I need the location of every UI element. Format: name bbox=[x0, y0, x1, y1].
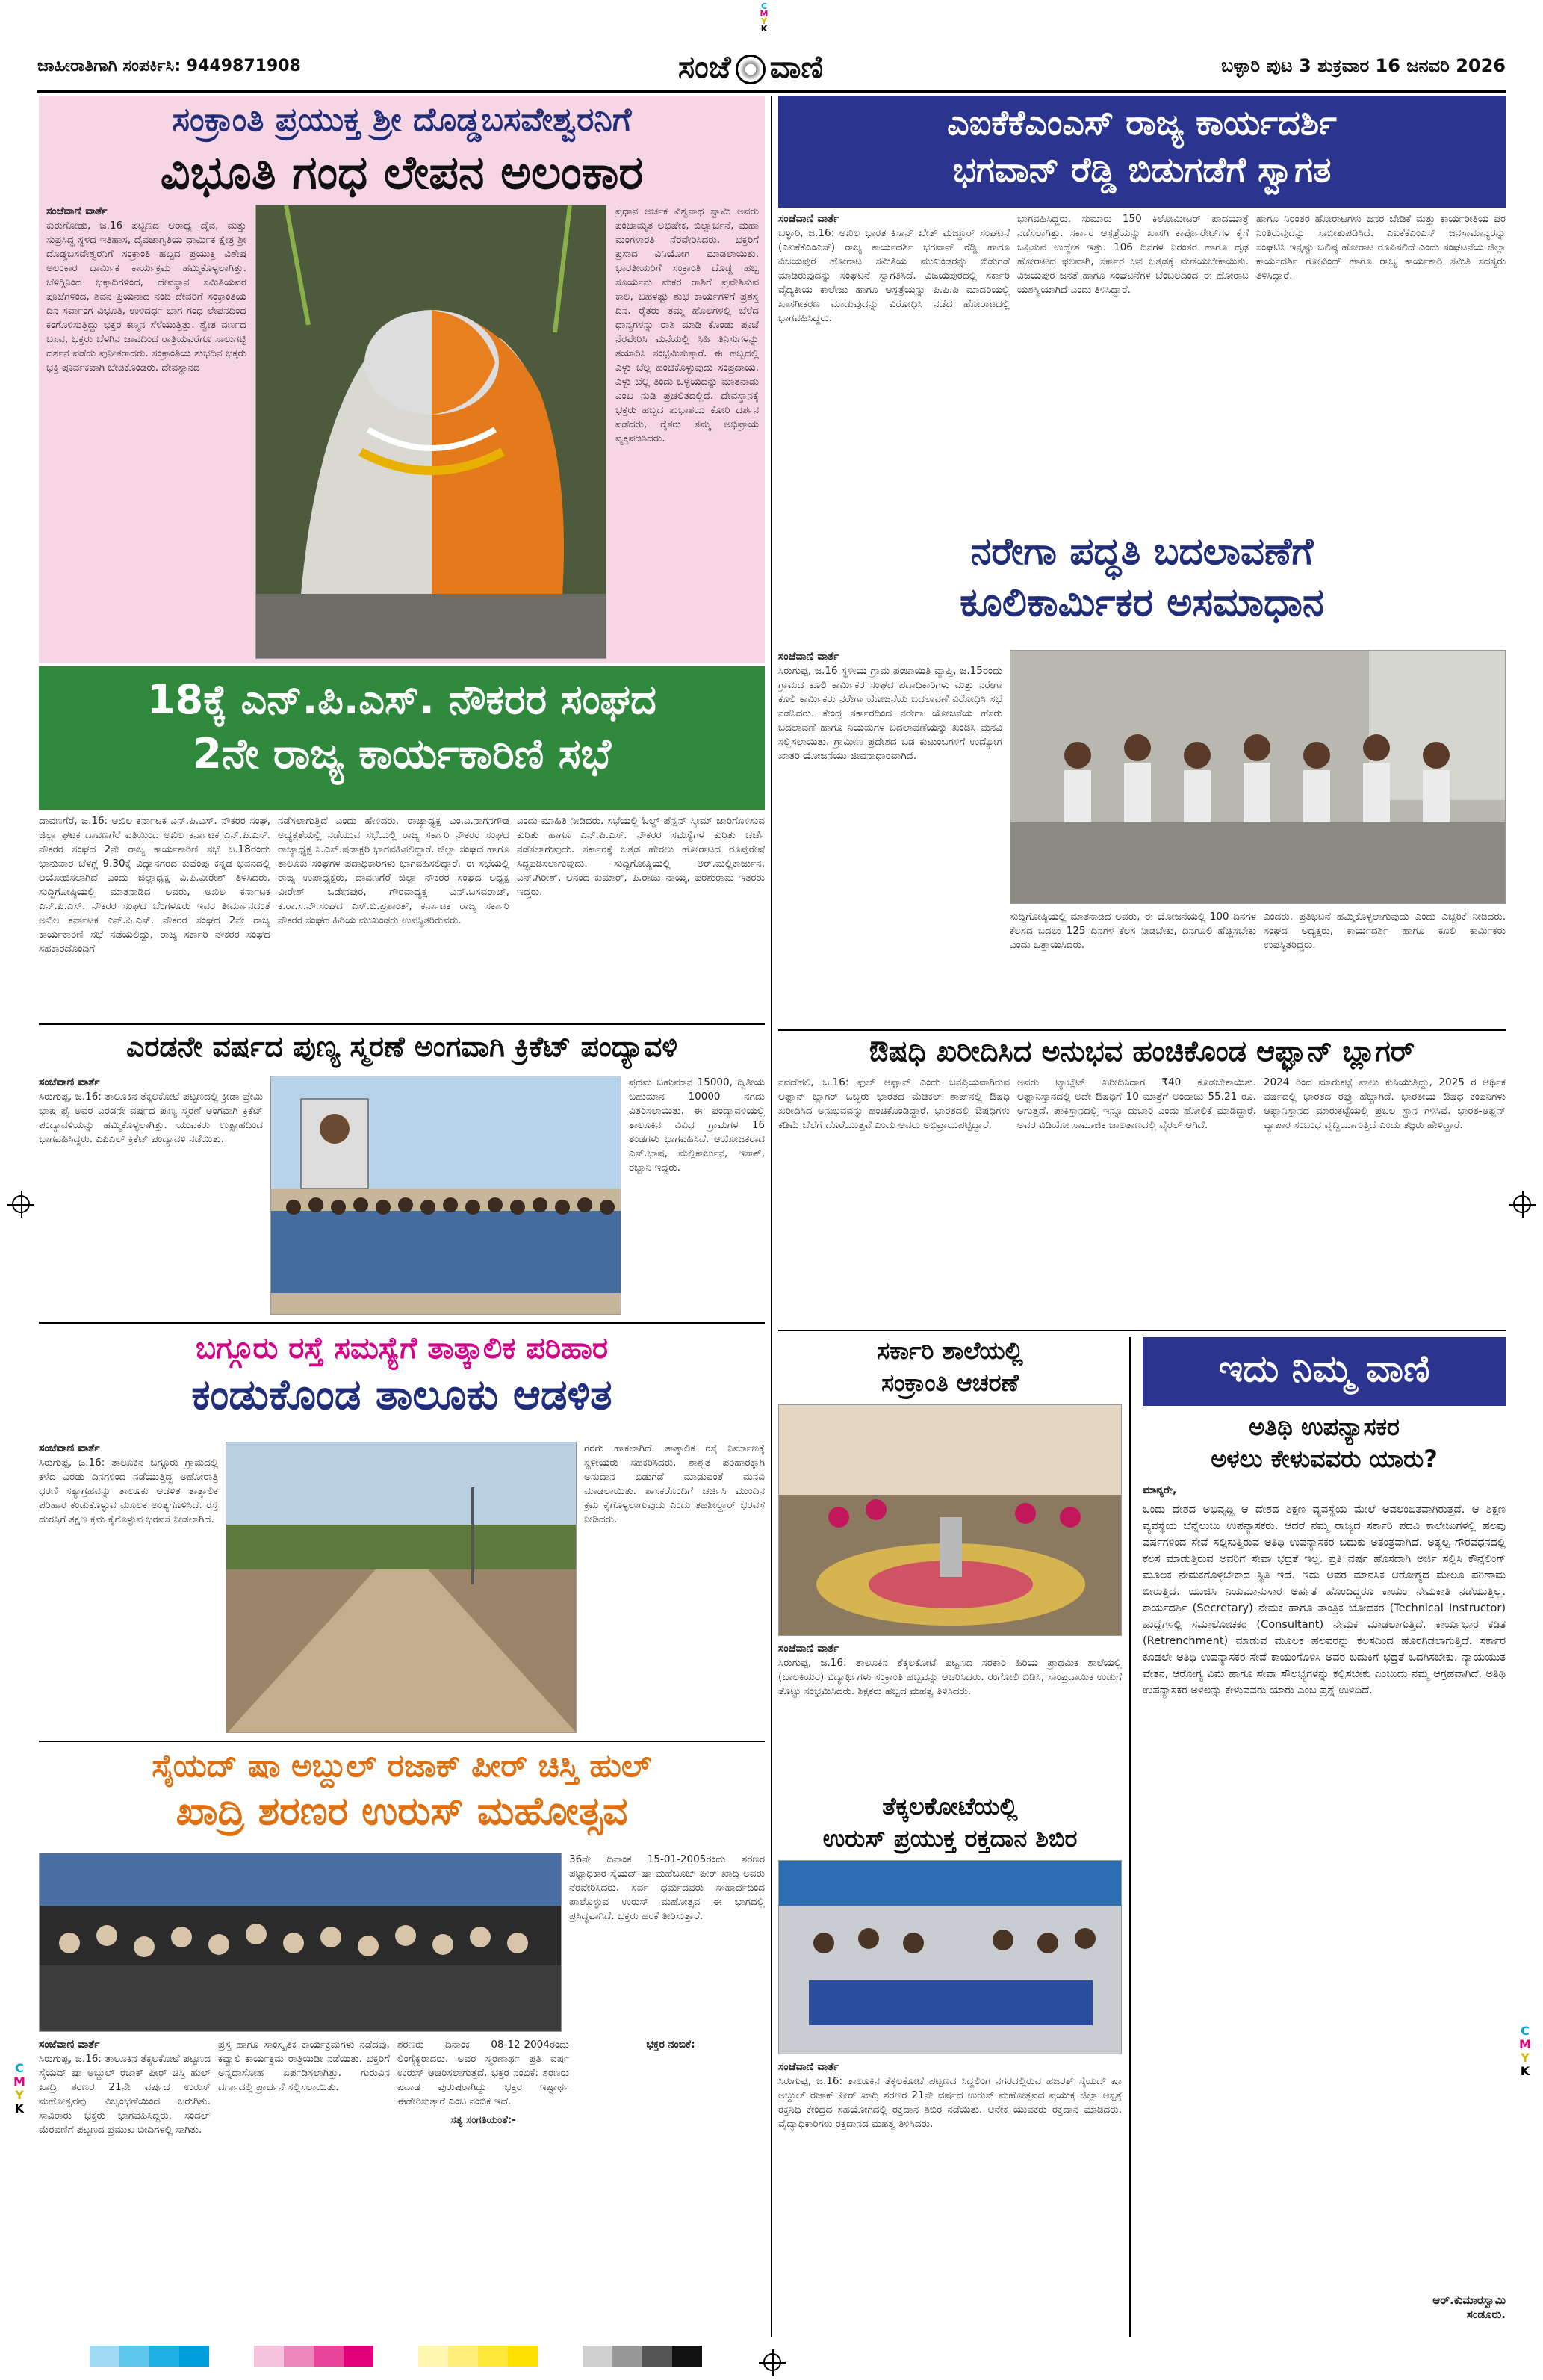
registration-mark bbox=[1513, 1195, 1531, 1213]
story-headline: ಸಂಕ್ರಾಂತಿ ಪ್ರಯುಕ್ತ ಶ್ರೀ ದೊಡ್ಡಬಸವೇಶ್ವರನಿಗೆ ವಿಭೂತಿ ಗಂಧ ಲೇಪನ ಅಲಂಕಾರ bbox=[160, 101, 644, 199]
globe-icon bbox=[736, 55, 766, 84]
urus-col4: ಭಕ್ತರ ನಂಬಿಕೆ: bbox=[646, 2039, 695, 2051]
column-rule bbox=[1129, 1337, 1131, 2337]
nps-col2: ನಡೆಸಲಾಗುತ್ತಿದೆ ಎಂದು ಹೇಳಿದರು. ರಾಜ್ಯಾಧ್ಯಕ್ಷ ಎಂ.ಎ.ನಾಗನಗೌಡ ಅಧ್ಯಕ್ಷತೆಯಲ್ಲಿ ನಡೆಯುವ ಸಭೆಯಲ್ಲಿ ರಾಜ್ಯ ಸರ್ಕಾರಿ ನೌಕರರ ಸಂಘದ ರಾಜ್ಯಾಧ್ಯಕ್ಷ ಸಿ.ಎಸ್.ಷಡಾಕ್ಷರಿ ಭಾಗವಹಿಸಲಿದ್ದಾರೆ. ಜಿಲ್ಲಾ ಸಂಘದ ಹಾಗೂ ತಾಲೂಕು ಸಂಘಗಳ ಪದಾಧಿಕಾರಿಗಳು ಭಾಗವಹಿಸಲಿದ್ದಾರೆ. ಈ ಸಭೆಯಲ್ಲಿ ರಾಜ್ಯ ಉಪಾಧ್ಯಕ್ಷರು, ದಾವಣಗೆರೆ ಜಿಲ್ಲಾ ನೌಕರರ ಸಂಘದ ಅಧ್ಯಕ್ಷ ವೀರೇಶ್ ಒಡೇನಪುರ, ಗೌರವಾಧ್ಯಕ್ಷ ಎನ್.ಬಸವರಾಜ್, ಕ.ರಾ.ಸ.ನೌ.ಸಂಘದ ಎಸ್.ಬಿ.ಪ್ರಶಾಂತ್, ಕರ್ನಾಟಕ ರಾಜ್ಯ ಸರ್ಕಾರಿ ನೌಕರರ ಸಂಘದ ಹಿರಿಯ ಮುಖಂಡರು ಉಪಸ್ಥಿತರಿರುವರು. bbox=[278, 815, 509, 926]
urus-col3: ಶರಣರು ದಿನಾಂಕ 08-12-2004ರಂದು ಲಿಂಗೈಕ್ಯರಾದರು. ಅವರ ಸ್ಮರಣಾರ್ಥ ಪ್ರತಿ ವರ್ಷ ಉರುಸ್ ಆಚರಿಸಲಾಗುತ್ತದೆ. ಭಕ್ತರ ನಂಬಿಕೆ: ಶರಣರು ಪವಾಡ ಪುರುಷರಾಗಿದ್ದು ಭಕ್ತರ ಇಷ್ಟಾರ್ಥ ಈಡೇರಿಸುತ್ತಾರೆ ಎಂಬ ನಂಬಿಕೆ ಇದೆ. ಸತ್ಯ ಸಂಗತಿಯಂತೆ:- bbox=[397, 2039, 569, 2126]
divider bbox=[778, 1029, 1506, 1031]
road-col2: ಗರಗು ಹಾಕಲಾಗಿದೆ. ತಾತ್ಕಾಲಿಕ ರಸ್ತೆ ನಿರ್ಮಾಣಕ್ಕೆ ಸ್ಥಳೀಯರು ಸಹಕರಿಸಿದರು. ಶಾಶ್ವತ ಪರಿಹಾರಕ್ಕಾಗಿ ಅನುದಾನ ಬಿಡುಗಡೆ ಮಾಡುವಂತೆ ಮನವಿ ಮಾಡಲಾಯಿತು. ಶಾಸಕರೊಂದಿಗೆ ಚರ್ಚಿಸಿ ಮುಂದಿನ ಕ್ರಮ ಕೈಗೊಳ್ಳಲಾಗುವುದು ಎಂದು ತಹಶೀಲ್ದಾರ್ ಭರವಸೆ ನೀಡಿದರು. bbox=[584, 1442, 765, 1525]
aikkms-col1: ಸಂಜೆವಾಣಿ ವಾರ್ತೆ ಬಳ್ಳಾರಿ, ಜ.16: ಅಖಿಲ ಭಾರತ ಕಿಸಾನ್ ಖೇತ್ ಮಜ್ದೂರ್ ಸಂಘಟನೆ (ಎಐಕೆಕೆಎಂಎಸ್) ರಾಜ್ಯ ಕಾರ್ಯದರ್ಶಿ ಭಗವಾನ್ ರೆಡ್ಡಿ ಹಾಗೂ ವಿಜಯಪುರ ಹೋರಾಟ ಸಮಿತಿಯ ಮುಖಂಡರನ್ನು ಬಿಡುಗಡೆ ಮಾಡಿರುವುದನ್ನು ಸಂಘಟನೆ ಸ್ವಾಗತಿಸಿದೆ. ವಿಜಯಪುರದಲ್ಲಿ ಸರ್ಕಾರಿ ವೈದ್ಯಕೀಯ ಕಾಲೇಜು ಹಾಗೂ ಆಸ್ಪತ್ರೆಯನ್ನು ಪಿ.ಪಿ.ಪಿ ಮಾದರಿಯಲ್ಲಿ ಖಾಸಗೀಕರಣ ಮಾಡುವುದನ್ನು ವಿರೋಧಿಸಿ ನಡೆದ ಹೋರಾಟದಲ್ಲಿ ಭಾಗವಹಿಸಿದ್ದರು. bbox=[778, 213, 1010, 324]
cmyk-side-right: C M Y K bbox=[1519, 2024, 1531, 2078]
story-body-col1: ಸಂಜೆವಾಣಿ ವಾರ್ತೆ ಕುರುಗೋಡು, ಜ.16 ಪಟ್ಟಣದ ಆರಾಧ್ಯ ದೈವ, ಮತ್ತು ಸುಪ್ರಸಿದ್ಧ ಸ್ಥಳದ ಇತಿಹಾಸ, ದೈವಜಾಗೃತಿಯ ಧಾರ್ಮಿಕ ಕ್ಷೇತ್ರ ಶ್ರೀ ದೊಡ್ಡಬಸವೇಶ್ವರನಿಗೆ ಸಂಕ್ರಾಂತಿ ಹಬ್ಬದ ಪ್ರಯುಕ್ತ ವಿಶೇಷ ಅಲಂಕಾರ ಧಾರ್ಮಿಕ ಕಾರ್ಯಕ್ರಮ ಹಮ್ಮಿಕೊಳ್ಳಲಾಗಿತ್ತು. ಬೆಳಿಗ್ಗಿನಿಂದ ಭಕ್ತಾದಿಗಳಿಂದ, ದೇವಸ್ಥಾನ ಸಮಿತಿಯವರ ಪೂಜೆಗಳಿಂದ, ಶಿವನ ಪ್ರಿಯನಾದ ನಂದಿ ದೇವರಿಗೆ ಸಂಕ್ರಾಂತಿಯ ದಿನ ಸರ್ವಾಂಗ ವಿಭೂತಿ, ಉಳಿದರ್ಧ ಭಾಗ ಗಂಧ ಲೇಪನದಿಂದ ಕಂಗೊಳಿಸುತ್ತಿದ್ದು ಭಕ್ತರ ಕಣ್ಮನ ಸೆಳೆಯುತ್ತಿತ್ತು. ಶ್ವೇತ ವರ್ಣದ ಬಸವ, ಭಕ್ತರು ಬೆಳಗಿನ ಜಾವದಿಂದ ರಾತ್ರಿಯವರೆಗೂ ಸಾಲುಗಟ್ಟಿ ದರ್ಶನ ಪಡೆದು ಪುನೀತರಾದರು. ಸಂಕ್ರಾಂತಿಯ ಶುಭದಿನ ಭಕ್ತರು ಭಕ್ತಿ ಪೂರ್ವಕವಾಗಿ ಬೇಡಿಕೊಂಡರು. ದೇವಸ್ಥಾನದ bbox=[46, 205, 246, 374]
aikkms-headline-band: ಎಐಕೆಕೆಎಂಎಸ್ ರಾಜ್ಯ ಕಾರ್ಯದರ್ಶಿ ಭಗವಾನ್ ರೆಡ್ಡಿ ಬಿಡುಗಡೆಗೆ ಸ್ವಾಗತ bbox=[778, 96, 1506, 208]
nrega-workers-photo bbox=[1010, 650, 1506, 904]
blood-donation-photo bbox=[778, 1860, 1122, 2054]
nrega-col3: ಎಂದರು. ಪ್ರತಿಭಟನೆ ಹಮ್ಮಿಕೊಳ್ಳಲಾಗುವುದು ಎಂದು ಎಚ್ಚರಿಕೆ ನೀಡಿದರು. ಸಂಘದ ಅಧ್ಯಕ್ಷರು, ಕಾರ್ಯದರ್ಶಿ ಹಾಗೂ ಕೂಲಿ ಕಾರ್ಮಿಕರು ಉಪಸ್ಥಿತರಿದ್ದರು. bbox=[1264, 911, 1506, 951]
road-col1: ಸಂಜೆವಾಣಿ ವಾರ್ತೆ ಸಿರುಗುಪ್ಪ, ಜ.16: ತಾಲೂಕಿನ ಬಗ್ಗೂರು ಗ್ರಾಮದಲ್ಲಿ ಕಳೆದ ಎರಡು ದಿನಗಳಿಂದ ನಡೆಯುತ್ತಿದ್ದ ಅಹೋರಾತ್ರಿ ಧರಣಿ ಸತ್ಯಾಗ್ರಹವನ್ನು ತಾಲೂಕು ಆಡಳಿತ ತಾತ್ಕಾಲಿಕ ಪರಿಹಾರ ಕಂಡುಕೊಳ್ಳುವ ಮೂಲಕ ಅಂತ್ಯಗೊಳಿಸಿದೆ. ರಸ್ತೆ ದುರಸ್ತಿಗೆ ತಕ್ಷಣ ಕ್ರಮ ಕೈಗೊಳ್ಳುವ ಭರವಸೆ ನೀಡಲಾಗಿದೆ. bbox=[39, 1442, 218, 1525]
cricket-team-photo bbox=[270, 1076, 621, 1315]
cricket-col2: ಪ್ರಥಮ ಬಹುಮಾನ 15000, ದ್ವಿತೀಯ ಬಹುಮಾನ 10000 ನಗದು ವಿತರಿಸಲಾಯಿತು. ಈ ಪಂದ್ಯಾವಳಿಯಲ್ಲಿ ತಾಲೂಕಿನ ವಿವಿಧ ಗ್ರಾಮಗಳ 16 ತಂಡಗಳು ಭಾಗವಹಿಸಿವೆ. ಆಯೋಜಕರಾದ ಎಸ್.ಭಾಷ, ಮಲ್ಲಿಕಾರ್ಜುನ, ಇಸಾಕ್, ರಬ್ಬಾನಿ ಇದ್ದರು. bbox=[629, 1076, 765, 1174]
nps-col3: ಎಂದು ಮಾಹಿತಿ ನೀಡಿದರು. ಸಭೆಯಲ್ಲಿ ಓಲ್ಡ್ ಪೆನ್ಷನ್ ಸ್ಕೀಮ್ ಜಾರಿಗೊಳಿಸುವ ಕುರಿತು ಹಾಗೂ ಎನ್.ಪಿ.ಎಸ್. ನೌಕರರ ಸಮಸ್ಯೆಗಳ ಕುರಿತು ಚರ್ಚೆ ನಡೆಸಲಾಗುವುದು. ಸರ್ಕಾರಕ್ಕೆ ಒತ್ತಡ ಹೇರಲು ಹೋರಾಟದ ರೂಪುರೇಷೆ ಸಿದ್ಧಪಡಿಸಲಾಗುವುದು. ಸುದ್ದಿಗೋಷ್ಠಿಯಲ್ಲಿ ಆರ್.ಮಲ್ಲಿಕಾರ್ಜುನ, ಎನ್.ಗಿರೀಶ್, ಆನಂದ ಕುಮಾರ್, ಪಿ.ರಾಜು ನಾಯ್ಕ, ಪರಶುರಾಮ ಇತರರು ಇದ್ದರು. bbox=[517, 815, 765, 898]
letter-signature: ಆರ್.ಕುಮಾರಸ್ವಾಮಿ ಸಂಡೂರು. bbox=[1432, 2293, 1506, 2321]
afghan-col1: ನವದೆಹಲಿ, ಜ.16: ಫುಲ್ ಆಫ್ಘಾನ್ ಎಂದು ಜನಪ್ರಿಯವಾಗಿರುವ ಆಫ್ಘಾನ್ ಬ್ಲಾಗರ್ ಒಬ್ಬರು ಭಾರತದ ಮೆಡಿಕಲ್ ಶಾಪ್‌ನಲ್ಲಿ ಔಷಧಿ ಖರೀದಿಸಿದ ಅನುಭವವನ್ನು ಹಂಚಿಕೊಂಡಿದ್ದಾರೆ. ಭಾರತದಲ್ಲಿ ಔಷಧಿಗಳು ಕಡಿಮೆ ಬೆಲೆಗೆ ದೊರೆಯುತ್ತವೆ ಎಂದು ಅವರು ಅಭಿಪ್ರಾಯಪಟ್ಟಿದ್ದಾರೆ. bbox=[778, 1076, 1010, 1131]
afghan-blogger-headline: ಔಷಧಿ ಖರೀದಿಸಿದ ಅನುಭವ ಹಂಚಿಕೊಂಡ ಆಫ್ಘಾನ್ ಬ್ಲಾಗರ್ bbox=[869, 1035, 1415, 1067]
story-sankranti-basaveshwara bbox=[39, 96, 765, 663]
nrega-col1: ಸಂಜೆವಾಣಿ ವಾರ್ತೆ ಸಿರುಗುಪ್ಪ, ಜ.16 ಸ್ಥಳೀಯ ಗ್ರಾಮ ಪಂಚಾಯಿತಿ ವ್ಯಾಪ್ತಿ, ಜ.15ರಂದು ಗ್ರಾಮದ ಕೂಲಿ ಕಾರ್ಮಿಕರ ಸಂಘದ ಪದಾಧಿಕಾರಿಗಳು ಮತ್ತು ನರೇಗಾ ಕೂಲಿ ಕಾರ್ಮಿಕರು ನರೇಗಾ ಯೋಜನೆಯ ಬದಲಾವಣೆ ವಿರೋಧಿಸಿ ಸಭೆ ನಡೆಸಿದರು. ಕೇಂದ್ರ ಸರ್ಕಾರದಿಂದ ನರೇಗಾ ಯೋಜನೆಯ ಹೆಸರು ಬದಲಾವಣೆ ಹಾಗೂ ನಿಯಮಗಳ ಬದಲಾವಣೆಯನ್ನು ಖಂಡಿಸಿ ಮನವಿ ಸಲ್ಲಿಸಲಾಯಿತು. ಗ್ರಾಮೀಣ ಪ್ರದೇಶದ ಬಡ ಕುಟುಂಬಗಳಿಗೆ ಉದ್ಯೋಗ ಖಾತರಿ ಯೋಜನೆಯು ಜೀವನಾಧಾರವಾಗಿದೆ. bbox=[778, 651, 1002, 762]
divider bbox=[39, 1322, 765, 1324]
aikkms-col3: ಹಾಗೂ ನಿರಂತರ ಹೋರಾಟಗಳು ಜನರ ಬೇಡಿಕೆ ಮತ್ತು ಕಾರ್ಯರೀತಿಯ ಪರ ನಿಂತಿರುವುದನ್ನು ಸಾಬೀತುಪಡಿಸಿದೆ. ಎಐಕೆಕೆಎಂಎಸ್ ಜನಸಾಮಾನ್ಯರನ್ನು ಸಂಘಟಿಸಿ ಇನ್ನಷ್ಟು ಬಲಿಷ್ಠ ಹೋರಾಟ ರೂಪಿಸಲಿದೆ ಎಂದು ಸಂಘಟನೆಯ ಜಿಲ್ಲಾ ಕಾರ್ಯದರ್ಶಿ ಗೋವಿಂದ್ ಹಾಗೂ ರಾಜ್ಯ ಕಾರ್ಯಕಾರಿ ಸಮಿತಿ ಸದಸ್ಯರು ತಿಳಿಸಿದ್ದಾರೆ. bbox=[1256, 213, 1506, 282]
road-photo bbox=[226, 1442, 577, 1733]
urus-col2: ಪ್ರಸ್ತ ಹಾಗೂ ಸಾಂಸ್ಕೃತಿಕ ಕಾರ್ಯಕ್ರಮಗಳು ನಡೆದವು. ಕವ್ವಾಲಿ ಕಾರ್ಯಕ್ರಮ ರಾತ್ರಿಯಿಡೀ ನಡೆಯಿತು. ಭಕ್ತರಿಗೆ ಅನ್ನದಾಸೋಹ ಏರ್ಪಡಿಸಲಾಗಿತ್ತು. ಗುರುವಿನ ದರ್ಗಾದಲ್ಲಿ ಪ್ರಾರ್ಥನೆ ಸಲ್ಲಿಸಲಾಯಿತು. bbox=[218, 2039, 390, 2093]
school-celebration-photo bbox=[778, 1404, 1122, 1636]
nps-headline-band: 18ಕ್ಕೆ ಎನ್.ಪಿ.ಎಸ್. ನೌಕರರ ಸಂಘದ 2ನೇ ರಾಜ್ಯ ಕಾರ್ಯಕಾರಿಣಿ ಸಭೆ bbox=[39, 666, 765, 810]
newspaper-logo: ಸಂಜೆ ವಾಣಿ bbox=[677, 49, 824, 85]
nrega-headline: ನರೇಗಾ ಪದ್ಧತಿ ಬದಲಾವಣೆಗೆ ಕೂಲಿಕಾರ್ಮಿಕರ ಅಸಮಾಧಾನ bbox=[960, 530, 1324, 625]
urus-col1: ಸಂಜೆವಾಣಿ ವಾರ್ತೆ ಸಿರುಗುಪ್ಪ, ಜ.16: ತಾಲೂಕಿನ ತೆಕ್ಕಲಕೋಟೆ ಪಟ್ಟಣದ ಸೈಯದ್ ಷಾ ಅಬ್ದುಲ್ ರಜಾಕ್ ಪೀರ್ ಚಿಸ್ತಿ ಹುಲ್ ಖಾದ್ರಿ ಶರಣರ 21ನೇ ವರ್ಷದ ಉರುಸ್ ಮಹೋತ್ಸವವು ವಿಜೃಂಭಣೆಯಿಂದ ಜರುಗಿತು. ಸಾವಿರಾರು ಭಕ್ತರು ಭಾಗವಹಿಸಿದ್ದರು. ಸಂದಲ್ ಮೆರವಣಿಗೆ ಪಟ್ಟಣದ ಪ್ರಮುಖ ಬೀದಿಗಳಲ್ಲಿ ಸಾಗಿತು. bbox=[39, 2039, 211, 2136]
masthead bbox=[37, 46, 1506, 93]
divider bbox=[39, 1023, 765, 1025]
divider bbox=[39, 1741, 765, 1742]
urus-headline: ಸೈಯದ್ ಷಾ ಅಬ್ದುಲ್ ರಜಾಕ್ ಪೀರ್ ಚಿಸ್ತಿ ಹುಲ್ ಖಾದ್ರಿ ಶರಣರ ಉರುಸ್ ಮಹೋತ್ಸವ bbox=[152, 1747, 652, 1835]
cmyk-marker: C M Y K bbox=[760, 1, 769, 34]
afghan-col2: ಅವರು ಟ್ಯಾಬ್ಲೆಟ್ ಖರೀದಿಸಿದಾಗ ₹40 ಕೊಡಬೇಕಾಯಿತು. ಆಫ್ಘಾನಿಸ್ತಾನದಲ್ಲಿ ಅದೇ ಔಷಧಿಗೆ 10 ಮಾತ್ರೆಗೆ ಅಂದಾಜು 55.21 ರೂ. ಆಗುತ್ತದೆ. ಪಾಕಿಸ್ತಾನದಲ್ಲಿ ಇನ್ನೂ ದುಬಾರಿ ಎಂದು ಹೋಲಿಕೆ ಮಾಡಿದ್ದಾರೆ. ಅವರ ವಿಡಿಯೋ ಸಾಮಾಜಿಕ ಜಾಲತಾಣದಲ್ಲಿ ವೈರಲ್ ಆಗಿದೆ. bbox=[1017, 1076, 1256, 1131]
road-headline: ಬಗ್ಗೂರು ರಸ್ತೆ ಸಮಸ್ಯೆಗೆ ತಾತ್ಕಾಲಿಕ ಪರಿಹಾರ ಕಂಡುಕೊಂಡ ತಾಲೂಕು ಆಡಳಿತ bbox=[191, 1331, 612, 1419]
cmyk-side-left: C M Y K bbox=[13, 2061, 25, 2116]
registration-mark bbox=[12, 1195, 30, 1213]
blood-donation-headline: ತೆಕ್ಕಲಕೋಟೆಯಲ್ಲಿ ಉರುಸ್ ಪ್ರಯುಕ್ತ ರಕ್ತದಾನ ಶಿಬಿರ bbox=[822, 1792, 1078, 1853]
nrega-col2: ಸುದ್ದಿಗೋಷ್ಠಿಯಲ್ಲಿ ಮಾತನಾಡಿದ ಅವರು, ಈ ಯೋಜನೆಯಲ್ಲಿ 100 ದಿನಗಳ ಕೆಲಸದ ಬದಲು 125 ದಿನಗಳ ಕೆಲಸ ನೀಡಬೇಕು, ದಿನಗೂಲಿ ಹೆಚ್ಚಿಸಬೇಕು ಎಂದು ಒತ್ತಾಯಿಸಿದರು. bbox=[1010, 911, 1256, 951]
urus-crowd-photo bbox=[39, 1853, 562, 2032]
blood-donation-body: ಸಂಜೆವಾಣಿ ವಾರ್ತೆ ಸಿರುಗುಪ್ಪ, ಜ.16: ತಾಲೂಕಿನ ತೆಕ್ಕಲಕೋಟೆ ಪಟ್ಟಣದ ಸಿದ್ದಲಿಂಗ ನಗರದಲ್ಲಿರುವ ಹಜರತ್ ಸೈಯದ್ ಷಾ ಅಬ್ದುಲ್ ರಜಾಕ್ ಪೀರ್ ಖಾದ್ರಿ ಶರಣರ 21ನೇ ವರ್ಷದ ಉರುಸ್ ಮಹೋತ್ಸವದ ಪ್ರಯುಕ್ತ ಜಿಲ್ಲಾ ಆಸ್ಪತ್ರೆ ರಕ್ತನಿಧಿ ಕೇಂದ್ರದ ಸಹಯೋಗದಲ್ಲಿ ರಕ್ತದಾನ ಶಿಬಿರ ನಡೆಯಿತು. ಅನೇಕ ಯುವಕರು ರಕ್ತದಾನ ಮಾಡಿದರು. ವೈದ್ಯಾಧಿಕಾರಿಗಳು ರಕ್ತದಾನದ ಮಹತ್ವ ತಿಳಿಸಿದರು. bbox=[778, 2061, 1122, 2130]
section-idu-nimma-vani: ಇದು ನಿಮ್ಮ ವಾಣಿ bbox=[1143, 1337, 1506, 1406]
cricket-col1: ಸಂಜೆವಾಣಿ ವಾರ್ತೆ ಸಿರುಗುಪ್ಪ, ಜ.16: ತಾಲೂಕಿನ ತೆಕ್ಕಲಕೋಟೆ ಪಟ್ಟಣದಲ್ಲಿ ಕ್ರೀಡಾ ಪ್ರೇಮಿ ಭಾಷ ಫೈ ಅವರ ಎರಡನೇ ವರ್ಷದ ಪುಣ್ಯ ಸ್ಮರಣೆ ಅಂಗವಾಗಿ ಕ್ರಿಕೆಟ್ ಪಂದ್ಯಾವಳಿಯನ್ನು ಹಮ್ಮಿಕೊಳ್ಳಲಾಗಿತ್ತು. ಯುವಕರು ಉತ್ಸಾಹದಿಂದ ಭಾಗವಹಿಸಿದ್ದರು. ಎಪಿಎಲ್ ಕ್ರಿಕೆಟ್ ಪಂದ್ಯಾವಳಿ ನಡೆಯಿತು. bbox=[39, 1076, 263, 1145]
aikkms-col2: ಭಾಗವಹಿಸಿದ್ದರು. ಸುಮಾರು 150 ಕಿಲೋಮೀಟರ್ ಪಾದಯಾತ್ರೆ ನಡೆಸಲಾಗಿತ್ತು. ಸರ್ಕಾರ ಆಸ್ಪತ್ರೆಯನ್ನು ಖಾಸಗಿ ಕಾರ್ಪೊರೇಟ್‌ಗಳ ಕೈಗೆ ಒಪ್ಪಿಸುವ ಉದ್ದೇಶ ಇತ್ತು. 106 ದಿನಗಳ ನಿರಂತರ ಹಾಗೂ ದೃಢ ಹೋರಾಟದ ಫಲವಾಗಿ, ಸರ್ಕಾರ ಜನ ಒತ್ತಡಕ್ಕೆ ಮಣಿಯಬೇಕಾಯಿತು. ವಿಜಯಪುರ ಜನತೆ ಹಾಗೂ ಸಂಘಟನೆಗಳ ಬೆಂಬಲದಿಂದ ಈ ಹೋರಾಟ ಯಶಸ್ವಿಯಾಗಿದೆ ಎಂದು ತಿಳಿಸಿದ್ದಾರೆ. bbox=[1017, 213, 1249, 296]
registration-mark bbox=[763, 2353, 781, 2371]
nps-col1: ದಾವಣಗೆರೆ, ಜ.16: ಅಖಿಲ ಕರ್ನಾಟಕ ಎನ್.ಪಿ.ಎಸ್. ನೌಕರರ ಸಂಘ, ಜಿಲ್ಲಾ ಘಟಕ ದಾವಣಗೆರೆ ವತಿಯಿಂದ ಅಖಿಲ ಕರ್ನಾಟಕ ಎನ್.ಪಿ.ಎಸ್. ನೌಕರರ ಸಂಘದ 2ನೇ ರಾಜ್ಯ ಕಾರ್ಯಕಾರಿಣಿ ಸಭೆ ಜ.18ರಂದು ಭಾನುವಾರ ಬೆಳಗ್ಗೆ 9.30ಕ್ಕೆ ವಿದ್ಯಾನಗರದ ಕುವೆಂಪು ಕನ್ನಡ ಭವನದಲ್ಲಿ ಆಯೋಜಿಸಲಾಗಿದೆ ಎಂದು ಜಿಲ್ಲಾಧ್ಯಕ್ಷ ವಿ.ಪಿ.ವೀರೇಶ್ ತಿಳಿಸಿದರು. ಸುದ್ದಿಗೋಷ್ಠಿಯಲ್ಲಿ ಮಾತನಾಡಿದ ಅವರು, ಅಖಿಲ ಕರ್ನಾಟಕ ಎನ್.ಪಿ.ಎಸ್. ನೌಕರರ ಸಂಘದ ಬೆಂಗಳೂರು ಇವರ ತೀರ್ಮಾನದಂತೆ ಅಖಿಲ ಕರ್ನಾಟಕ ಎನ್.ಪಿ.ಎಸ್. ನೌಕರರ ಸಂಘದ 2ನೇ ರಾಜ್ಯ ಕಾರ್ಯಕಾರಿಣಿ ಸಭೆ ನಡೆಯಲಿದ್ದು, ರಾಜ್ಯ ಸರ್ಕಾರಿ ನೌಕರರ ಸಂಘದ ಸಹಕಾರದೊಂದಿಗೆ bbox=[39, 815, 270, 955]
divider bbox=[778, 1330, 1506, 1331]
ad-contact: ಜಾಹೀರಾತಿಗಾಗಿ ಸಂಪರ್ಕಿಸಿ: 9449871908 bbox=[37, 57, 301, 75]
urus-side-text: 36ನೇ ದಿನಾಂಕ 15-01-2005ರಂದು ಶರಣರ ಪಟ್ಟಾಧಿಕಾರ ಸೈಯದ್ ಷಾ ಮಹೆಬೂಬ್ ಪೀರ್ ಖಾದ್ರಿ ಅವರು ನೆರವೇರಿಸಿದರು. ಸರ್ವ ಧರ್ಮದವರು ಸೌಹಾರ್ದದಿಂದ ಪಾಲ್ಗೊಳ್ಳುವ ಉರುಸ್ ಮಹೋತ್ಸವ ಈ ಭಾಗದಲ್ಲಿ ಪ್ರಸಿದ್ಧವಾಗಿದೆ. ಭಕ್ತರು ಹರಕೆ ತೀರಿಸುತ್ತಾರೆ. bbox=[569, 1853, 765, 1922]
nandi-statue-photo bbox=[255, 205, 606, 659]
afghan-col3: 2024 ರಿಂದ ಮಾರುಕಟ್ಟೆ ಪಾಲು ಕುಸಿಯುತ್ತಿದ್ದು, 2025 ರ ಆರ್ಥಿಕ ವರ್ಷದಲ್ಲಿ ಭಾರತದ ರಫ್ತು ಹೆಚ್ಚಾಗಿದೆ. ಭಾರತೀಯ ಔಷಧ ಕಂಪನಿಗಳು ಆಫ್ಘಾನಿಸ್ತಾನದ ಮಾರುಕಟ್ಟೆಯಲ್ಲಿ ಪ್ರಬಲ ಸ್ಥಾನ ಗಳಿಸಿವೆ. ಭಾರತ-ಆಫ್ಘನ್ ವ್ಯಾಪಾರ ಸಂಬಂಧ ವೃದ್ಧಿಯಾಗುತ್ತಿದೆ ಎಂದು ತಜ್ಞರು ಹೇಳಿದ್ದಾರೆ. bbox=[1264, 1076, 1506, 1131]
edition-info: ಬಳ್ಳಾರಿ ಪುಟ 3 ಶುಕ್ರವಾರ 16 ಜನವರಿ 2026 bbox=[1221, 55, 1506, 76]
letter-headline: ಅತಿಥಿ ಉಪನ್ಯಾಸಕರ ಅಳಲು ಕೇಳುವವರು ಯಾರು? bbox=[1211, 1413, 1438, 1473]
school-sankranti-body: ಸಂಜೆವಾಣಿ ವಾರ್ತೆ ಸಿರುಗುಪ್ಪ, ಜ.16: ತಾಲೂಕಿನ ತೆಕ್ಕಲಕೋಟೆ ಪಟ್ಟಣದ ಸರಕಾರಿ ಹಿರಿಯ ಪ್ರಾಥಮಿಕ ಶಾಲೆಯಲ್ಲಿ (ಬಾಲಕಿಯರ) ವಿದ್ಯಾರ್ಥಿಗಳು ಸಂಕ್ರಾಂತಿ ಹಬ್ಬವನ್ನು ಆಚರಿಸಿದರು. ರಂಗೋಲಿ ಬಿಡಿಸಿ, ಸಾಂಪ್ರದಾಯಿಕ ಉಡುಗೆ ತೊಟ್ಟು ಸಂಭ್ರಮಿಸಿದರು. ಶಿಕ್ಷಕರು ಹಬ್ಬದ ಮಹತ್ವ ತಿಳಿಸಿದರು. bbox=[778, 1643, 1122, 1697]
school-sankranti-headline: ಸರ್ಕಾರಿ ಶಾಲೆಯಲ್ಲಿ ಸಂಕ್ರಾಂತಿ ಆಚರಣೆ bbox=[877, 1336, 1023, 1397]
cricket-headline: ಎರಡನೇ ವರ್ಷದ ಪುಣ್ಯ ಸ್ಮರಣೆ ಅಂಗವಾಗಿ ಕ್ರಿಕೆಟ್ ಪಂದ್ಯಾವಳಿ bbox=[125, 1030, 678, 1063]
center-column-rule bbox=[771, 96, 772, 2337]
letter-body: ಮಾನ್ಯರೇ, ಒಂದು ದೇಶದ ಅಭಿವೃದ್ಧಿ ಆ ದೇಶದ ಶಿಕ್ಷಣ ವ್ಯವಸ್ಥೆಯ ಮೇಲೆ ಅವಲಂಬಿತವಾಗಿರುತ್ತದೆ. ಆ ಶಿಕ್ಷಣ ವ್ಯವಸ್ಥೆಯ ಬೆನ್ನೆಲುಬು ಉಪನ್ಯಾಸಕರು. ಆದರೆ ನಮ್ಮ ರಾಜ್ಯದ ಸರ್ಕಾರಿ ಪದವಿ ಕಾಲೇಜುಗಳಲ್ಲಿ ಹಲವು ವರ್ಷಗಳಿಂದ ಸೇವೆ ಸಲ್ಲಿಸುತ್ತಿರುವ ಅತಿಥಿ ಉಪನ್ಯಾಸಕರ ಬದುಕು ಅತಂತ್ರವಾಗಿದೆ. ಅತ್ಯಲ್ಪ ಗೌರವಧನದಲ್ಲಿ ಕೆಲಸ ಮಾಡುತ್ತಿರುವ ಅವರಿಗೆ ಸೇವಾ ಭದ್ರತೆ ಇಲ್ಲ. ಪ್ರತಿ ವರ್ಷ ಹೊಸದಾಗಿ ಅರ್ಜಿ ಸಲ್ಲಿಸಿ ಕೌನ್ಸೆಲಿಂಗ್ ಮೂಲಕ ನೇಮಕಗೊಳ್ಳಬೇಕಾದ ಸ್ಥಿತಿ ಇದೆ. ಇದು ಅವರ ಮಾನಸಿಕ ಆರೋಗ್ಯದ ಮೇಲೂ ಪರಿಣಾಮ ಬೀರುತ್ತಿದೆ. ಯುಜಿಸಿ ನಿಯಮಾನುಸಾರ ಅರ್ಹತೆ ಹೊಂದಿದ್ದರೂ ಕಾಯಂ ನೇಮಕಾತಿ ನಡೆಯುತ್ತಿಲ್ಲ. ಕಾರ್ಯದರ್ಶಿ (Secretary) ನೇಮಕ ಹಾಗೂ ತಾಂತ್ರಿಕ ಬೋಧಕರ (Technical Instructor) ಹುದ್ದೆಗಳಲ್ಲಿ ಸಮಾಲೋಚಕರ (Consultant) ನೇಮಕ ಮಾಡಲಾಗುತ್ತಿದೆ. ಕಾರ್ಯಭಾರ ಕಡಿತ (Retrenchment) ಮಾಡುವ ಮೂಲಕ ಹಲವರನ್ನು ಕೆಲಸದಿಂದ ಹೊರಗಿಡಲಾಗುತ್ತಿದೆ. ಸರ್ಕಾರ ಕೂಡಲೇ ಅತಿಥಿ ಉಪನ್ಯಾಸಕರ ಸೇವೆ ಕಾಯಂಗೊಳಿಸಿ ಅವರ ಬದುಕಿಗೆ ಭದ್ರತೆ ಒದಗಿಸಬೇಕು. ನ್ಯಾಯಯುತ ವೇತನ, ಆರೋಗ್ಯ ವಿಮೆ ಹಾಗೂ ಸೇವಾ ಸೌಲಭ್ಯಗಳನ್ನು ಕಲ್ಪಿಸಬೇಕು ಎಂಬುದು ನಮ್ಮ ಆಗ್ರಹವಾಗಿದೆ. ಅತಿಥಿ ಉಪನ್ಯಾಸಕರ ಅಳಲನ್ನು ಕೇಳುವವರು ಯಾರು ಎಂಬ ಪ್ರಶ್ನೆ ಉಳಿದಿದೆ. bbox=[1143, 1484, 1506, 1696]
story-body-col2: ಪ್ರಧಾನ ಅರ್ಚಕ ವಿಶ್ವನಾಥ ಸ್ವಾಮಿ ಅವರು ಪಂಚಾಮೃತ ಅಭಿಷೇಕ, ಬಿಲ್ವಾರ್ಚನೆ, ಮಹಾ ಮಂಗಳಾರತಿ ನೆರವೇರಿಸಿದರು. ಭಕ್ತರಿಗೆ ಪ್ರಸಾದ ವಿನಿಯೋಗ ಮಾಡಲಾಯಿತು. ಭಾರತೀಯರಿಗೆ ಸಂಕ್ರಾಂತಿ ದೊಡ್ಡ ಹಬ್ಬ ಸೂರ್ಯನು ಮಕರ ರಾಶಿಗೆ ಪ್ರವೇಶಿಸುವ ಕಾಲ, ಬಹಳಷ್ಟು ಶುಭ ಕಾರ್ಯಗಳಿಗೆ ಪ್ರಶಸ್ತ ದಿನ. ರೈತರು ತಮ್ಮ ಹೊಲಗಳಲ್ಲಿ ಬೆಳೆದ ಧಾನ್ಯಗಳನ್ನು ರಾಶಿ ಮಾಡಿ ಕೊಂಡು ಪೂಜೆ ನೆರವೇರಿಸಿ ಮನೆಯಲ್ಲಿ ಸಿಹಿ ತಿನಿಸುಗಳನ್ನು ತಯಾರಿಸಿ ಸಂಭ್ರಮಿಸುತ್ತಾರೆ. ಈ ಹಬ್ಬದಲ್ಲಿ ಎಳ್ಳು ಬೆಲ್ಲ ಹಂಚಿಕೊಳ್ಳುವುದು ಸಂಪ್ರದಾಯ. ಎಳ್ಳು ಬೆಲ್ಲ ತಿಂದು ಒಳ್ಳೆಯದನ್ನು ಮಾತನಾಡು ಎಂಬ ನುಡಿ ಪ್ರಚಲಿತದಲ್ಲಿದೆ. ದೇವಸ್ಥಾನಕ್ಕೆ ಭಕ್ತರು ಹಬ್ಬದ ಶುಭಾಶಯ ಕೋರಿ ದರ್ಶನ ಪಡೆದರು, ರೈತರು ತಮ್ಮ ಅಭಿಪ್ರಾಯ ವ್ಯಕ್ತಪಡಿಸಿದರು. bbox=[615, 205, 759, 444]
